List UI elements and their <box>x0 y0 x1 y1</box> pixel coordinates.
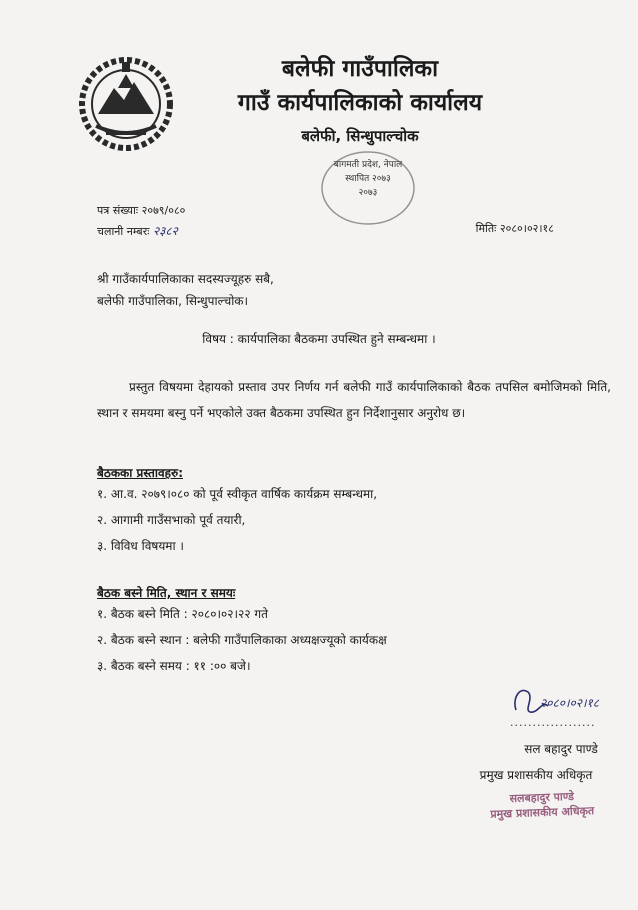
reference-block <box>97 200 185 242</box>
office-seal <box>318 148 418 226</box>
meeting-item-time: ३. बैठक बस्ने समय : ११ :०० बजे। <box>97 659 251 673</box>
chalani-value: २३८२ <box>152 224 178 238</box>
office-title: गाउँ कार्यपालिकाको कार्यालय <box>237 90 483 116</box>
signature-line: ................... <box>510 716 596 729</box>
subject-line: विषय : कार्यपालिका बैठकमा उपस्थित हुने सम्बन्धमा । <box>202 332 436 346</box>
proposals-title: बैठकका प्रस्तावहरु: <box>97 466 184 480</box>
meeting-item-date: १. बैठक बस्ने मिति : २०८०।०२।२२ गते <box>97 607 268 621</box>
meeting-item-place: २. बैठक बस्ने स्थान : बलेफी गाउँपालिकाका अध्यक्षज्यूको कार्यकक्ष <box>97 633 387 647</box>
body-paragraph: प्रस्तुत विषयमा देहायको प्रस्ताव उपर निर्णय गर्न बलेफी गाउँ कार्यपालिकाको बैठक तपसिल बमोजिमको मिति, स्थान र समयमा बस्नु पर्ने भएकोले उक्त बैठकमा उपस्थित हुन निर्देशानुसार अनुरोध छ। <box>97 380 611 420</box>
seal-line-province: बागमती प्रदेश, नेपाल <box>333 160 403 170</box>
seal-designation: प्रमुख प्रशासकीय अधिकृत <box>490 804 595 821</box>
letterhead <box>200 52 520 148</box>
letter-date: मितिः २०८०।०२।१८ <box>475 222 554 235</box>
patra-sankhya <box>97 200 185 221</box>
recipient-line-1: श्री गाउँकार्यपालिकाका सदस्यज्यूहरु सबै, <box>97 272 274 286</box>
proposals-section <box>97 464 377 559</box>
chalani-number <box>97 221 185 242</box>
seal-line-established: स्थापित २०७३ <box>345 174 391 184</box>
proposal-item: ३. विविध विषयमा । <box>97 539 184 553</box>
chalani-label: चलानी नम्बरः <box>97 225 150 238</box>
recipient-block <box>97 268 274 312</box>
signature-date: २०८०।०२।१८ <box>540 696 600 710</box>
seal-name: सलबहादुर पाण्डे <box>509 789 575 806</box>
nepal-emblem-icon <box>76 48 176 158</box>
patra-value: २०७९/०८० <box>141 204 186 217</box>
signatory-designation: प्रमुख प्रशासकीय अधिकृत <box>479 768 593 782</box>
seal-line-year: २०७३ <box>358 188 378 198</box>
proposal-item: २. आगामी गाउँसभाको पूर्व तयारी, <box>97 513 246 527</box>
municipality-title: बलेफी गाउँपालिका <box>281 56 439 82</box>
signatory-name: सल बहादुर पाण्डे <box>524 742 598 756</box>
proposal-item: १. आ.व. २०७९।०८० को पूर्व स्वीकृत वार्षिक कार्यक्रम सम्बन्धमा, <box>97 487 378 501</box>
recipient-line-2: बलेफी गाउँपालिका, सिन्धुपाल्चोक। <box>97 294 249 308</box>
patra-label: पत्र संख्याः <box>97 204 139 217</box>
location-title: बलेफी, सिन्धुपाल्चोक <box>301 127 419 145</box>
meeting-details-section <box>97 584 387 679</box>
signatory-seal <box>472 788 613 823</box>
meeting-title: बैठक बस्ने मिति, स्थान र समयः <box>97 586 236 600</box>
